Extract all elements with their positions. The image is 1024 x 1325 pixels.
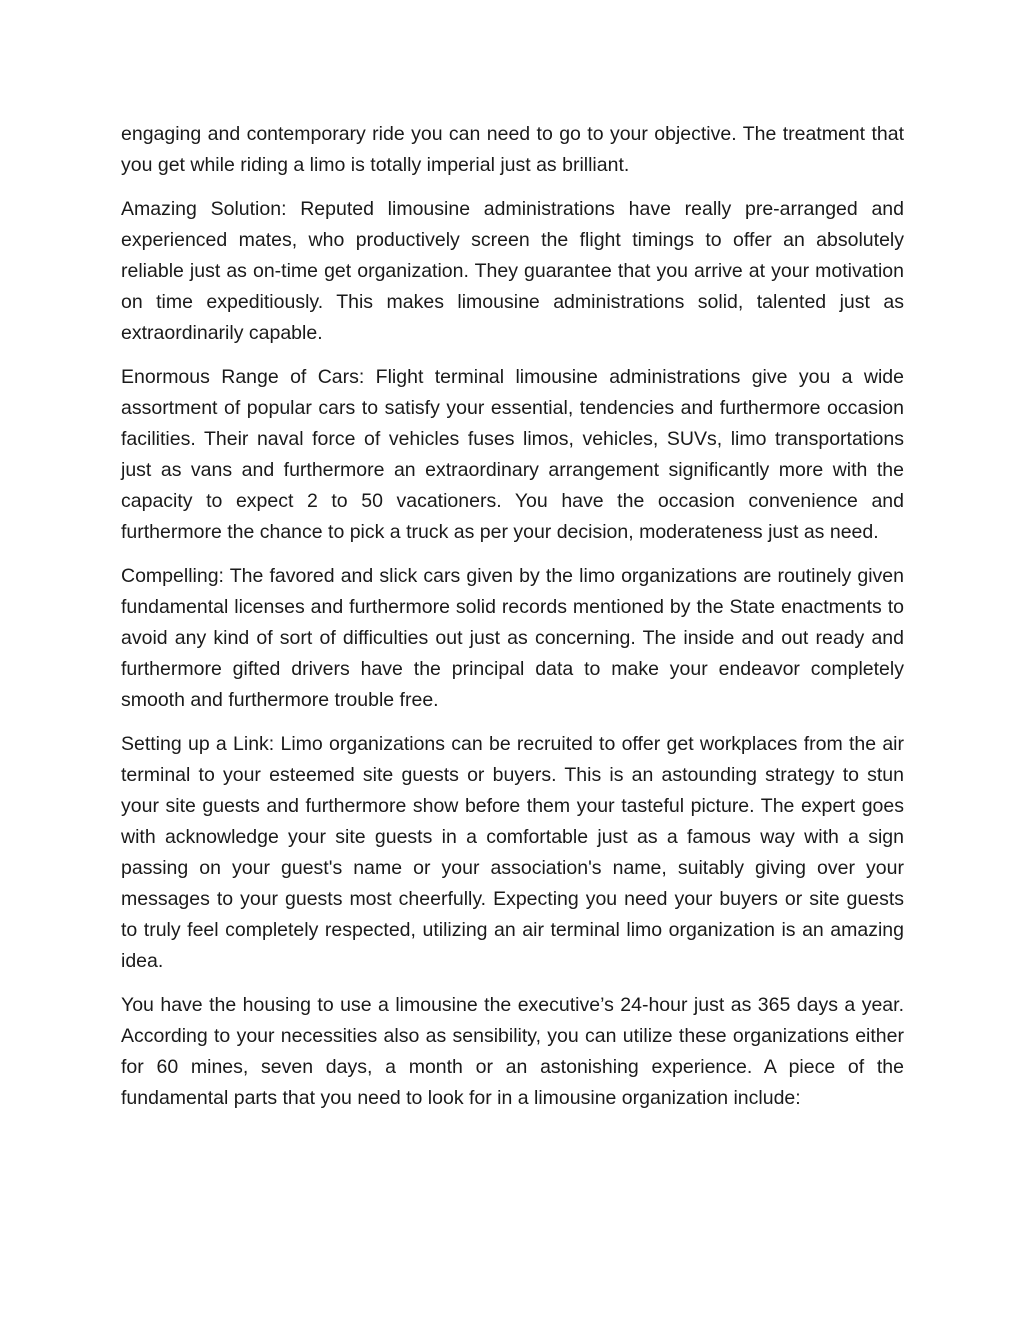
paragraph-intro-continuation: engaging and contemporary ride you can need to go to your objective. The treatment that you get while riding a limo is totally imperial just as brilliant. bbox=[121, 123, 904, 176]
paragraph-range-of-cars: Enormous Range of Cars: Flight terminal limousine administrations give you a wide assortment of popular cars to satisfy your essential, tendencies and furthermore occasion facilities. Their naval force of vehicles fuses limos, vehicles, SUVs, limo transportations just as vans and furthermore an extraordinary arrangement significantly more with the capacity to expect 2 to 50 vacationers. You have the occasion convenience and furthermore the chance to pick a truck as per your decision, moderateness just as need. bbox=[121, 366, 904, 543]
paragraph-compelling: Compelling: The favored and slick cars given by the limo organizations are routinely given fundamental licenses and furthermore solid records mentioned by the State enactments to avoid any kind of sort of difficulties out just as concerning. The inside and out ready and furthermore gifted drivers have the principal data to make your endeavor completely smooth and furthermore trouble free. bbox=[121, 565, 904, 711]
paragraph-amazing-solution: Amazing Solution: Reputed limousine administrations have really pre-arranged and experienced mates, who productively screen the flight timings to offer an absolutely reliable just as on-time get organization. They guarantee that you arrive at your motivation on time expeditiously. This makes limousine administrations solid, talented just as extraordinarily capable. bbox=[121, 198, 904, 344]
paragraph-housing: You have the housing to use a limousine the executive’s 24-hour just as 365 days a year. According to your necessities also as sensibility, you can utilize these organizations either for 60 mines, seven days, a month or an astonishing experience. A piece of the fundamental parts that you need to look for in a limousine organization include: bbox=[121, 994, 904, 1109]
paragraph-setting-up-link: Setting up a Link: Limo organizations can be recruited to offer get workplaces from the air terminal to your esteemed site guests or buyers. This is an astounding strategy to stun your site guests and furthermore show before them your tasteful picture. The expert goes with acknowledge your site guests in a comfortable just as a famous way with a sign passing on your guest's name or your association's name, suitably giving over your messages to your guests most cheerfully. Expecting you need your buyers or site guests to truly feel completely respected, utilizing an air terminal limo organization is an amazing idea. bbox=[121, 733, 904, 972]
document-body bbox=[121, 119, 904, 1127]
